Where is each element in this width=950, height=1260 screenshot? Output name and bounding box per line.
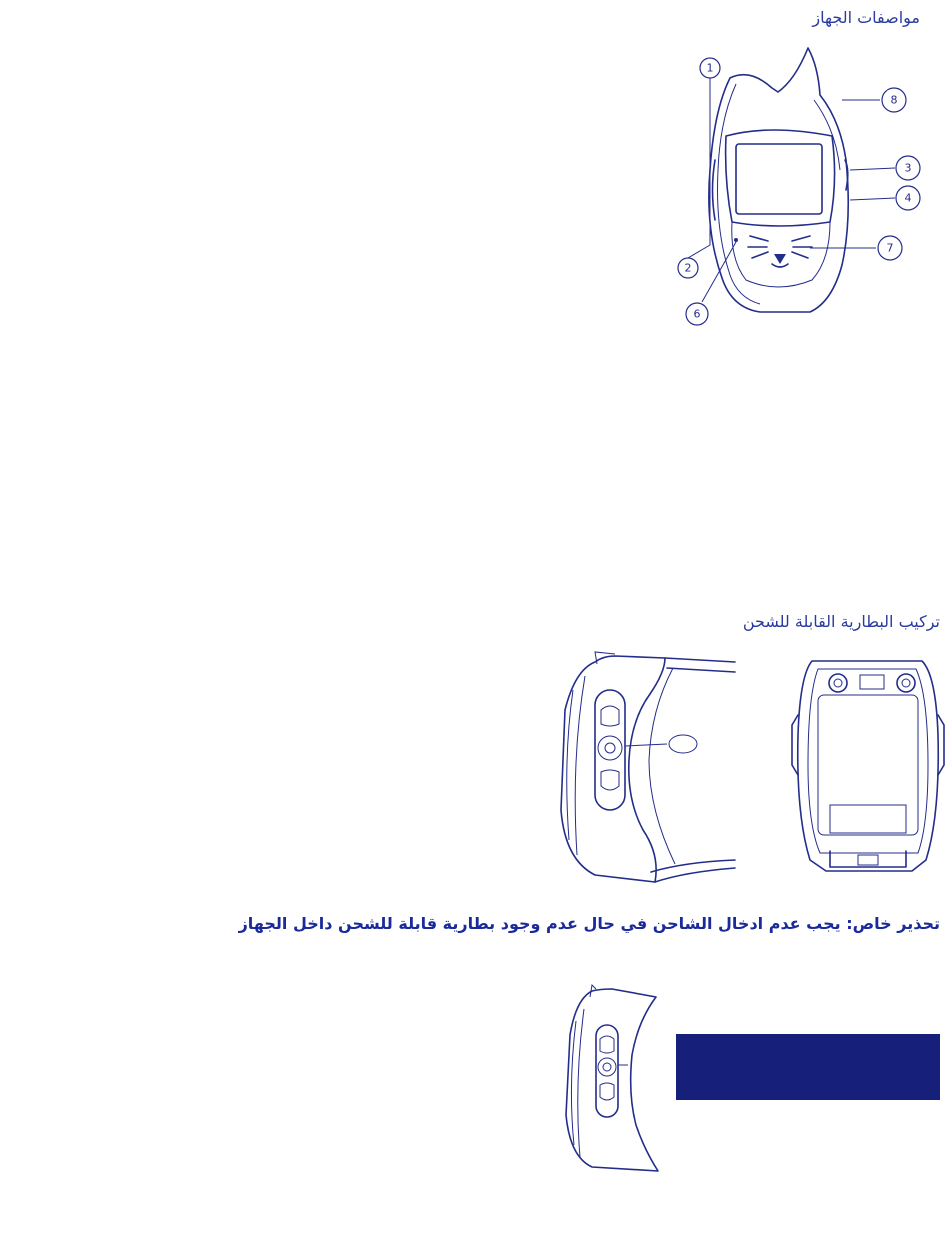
svg-text:6: 6 [693, 307, 701, 321]
callout-6 [686, 303, 708, 325]
callout-3 [896, 156, 920, 180]
watch-front-diagram [660, 40, 940, 340]
device-specs-heading: مواصفات الجهاز [812, 8, 920, 27]
callout-1 [700, 58, 720, 78]
battery-install-heading: تركيب البطارية القابلة للشحن [742, 612, 940, 631]
callout-2 [678, 258, 698, 278]
callout-4 [896, 186, 920, 210]
svg-text:4: 4 [904, 191, 912, 205]
watch-back-view-diagram [790, 655, 945, 880]
callout-7 [878, 236, 902, 260]
svg-text:8: 8 [890, 93, 898, 107]
svg-text:7: 7 [886, 241, 894, 255]
svg-text:3: 3 [904, 161, 912, 175]
watch-side-view-diagram [555, 650, 745, 890]
watch-side-view-charger-diagram [562, 985, 662, 1175]
charger-warning-text: تحذير خاص: يجب عدم ادخال الشاحن في حال عدم وجود بطارية قابلة للشحن داخل الجهاز [238, 914, 940, 933]
charger-label-box [676, 1034, 940, 1100]
svg-text:1: 1 [706, 61, 714, 75]
svg-text:2: 2 [684, 261, 692, 275]
callout-8 [882, 88, 906, 112]
